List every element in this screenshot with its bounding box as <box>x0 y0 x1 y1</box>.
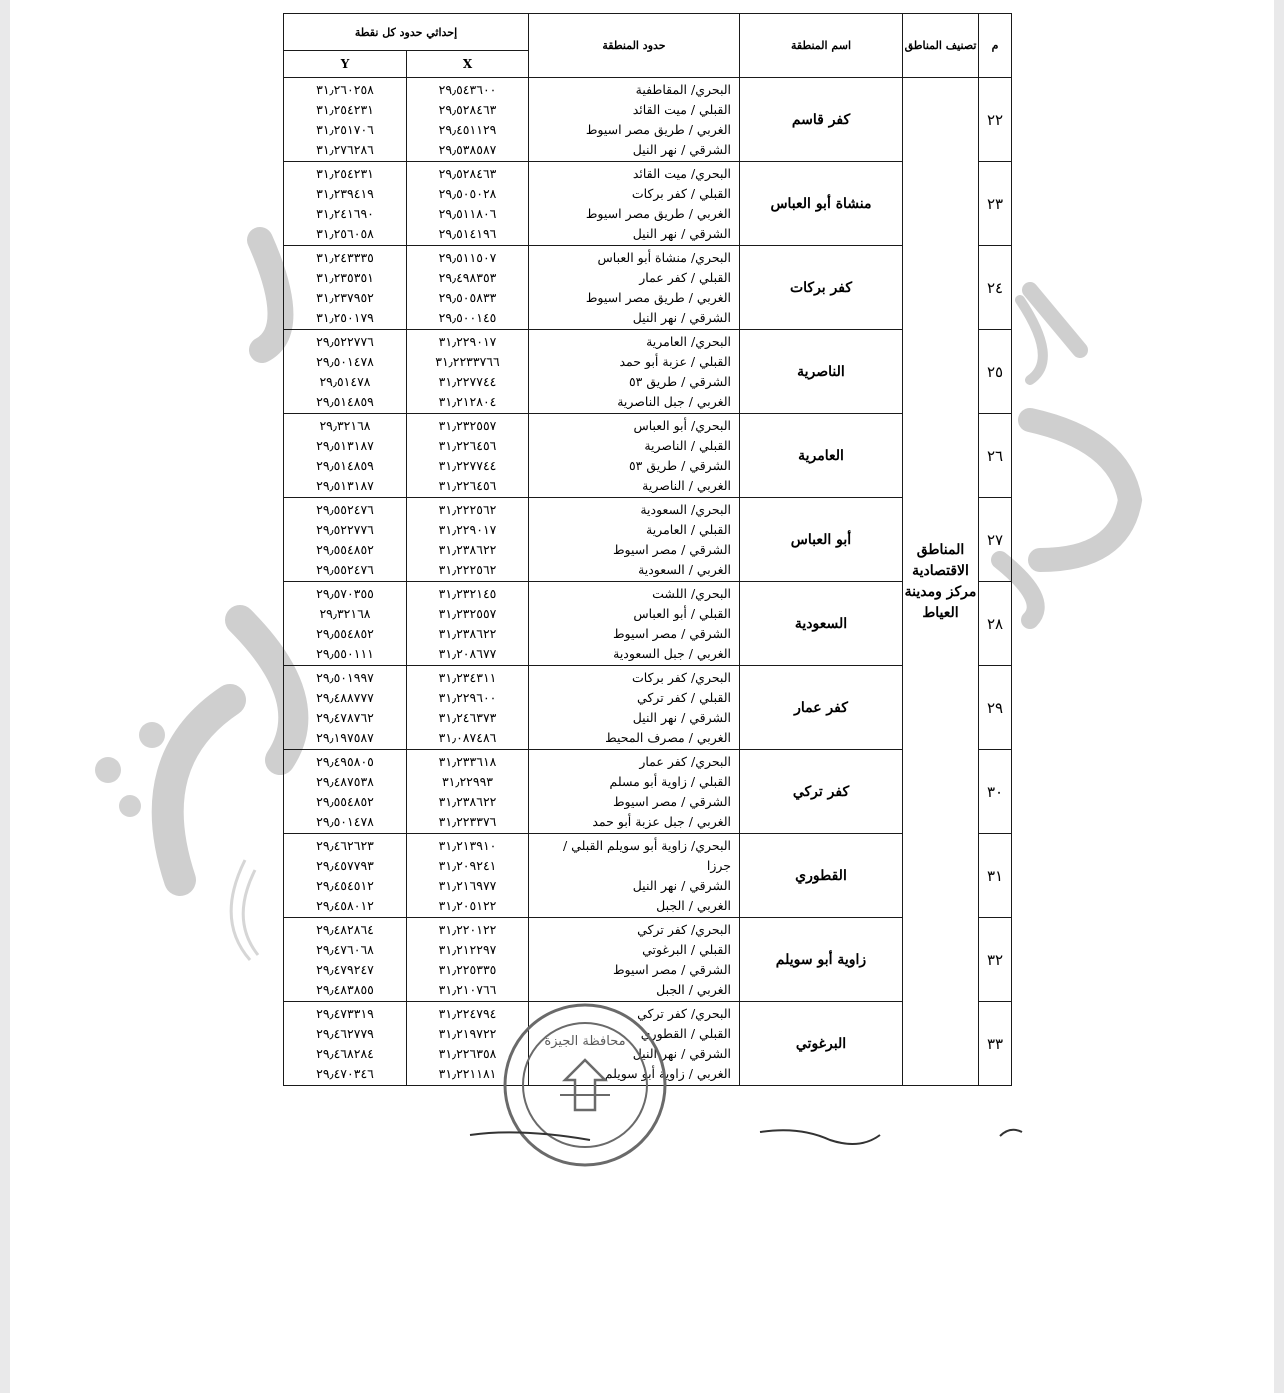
row-number: ٢٤ <box>979 246 1012 330</box>
row-number: ٢٣ <box>979 162 1012 246</box>
row-number: ٣٣ <box>979 1002 1012 1086</box>
coord-x-value: ٣١٫٢٣٢١٤٥ <box>438 585 497 601</box>
header-coordinates: إحداثي حدود كل نقطة <box>284 14 529 51</box>
coord-y-value: ٢٩٫٥٢٢٧٧٦ <box>316 521 374 537</box>
coord-y-value: ٢٩٫٥٥٤٨٥٢ <box>316 793 374 809</box>
coord-y-value: ٢٩٫٥١٤٨٥٩ <box>316 393 374 409</box>
coord-x <box>407 666 529 750</box>
coord-x-value: ٣١٫٢٣٨٦٢٢ <box>438 793 497 809</box>
coord-x <box>407 78 529 162</box>
bound-line: القبلي / الناصرية <box>644 437 731 453</box>
bound-line: الغربي / جبل عزبة أبو حمد <box>592 813 731 829</box>
coord-y-value: ٣١٫٢٥٤٢٣١ <box>316 165 374 181</box>
bound-line: القبلي / زاوية أبو مسلم <box>609 773 731 789</box>
zone-bounds <box>529 666 740 750</box>
table-row <box>284 918 1012 1002</box>
bound-line: الشرقي / طريق ٥٣ <box>628 373 731 389</box>
zone-bounds <box>529 246 740 330</box>
zone-bounds <box>529 750 740 834</box>
coord-x-value: ٣١٫٠٨٧٤٨٦ <box>438 729 497 745</box>
bound-line: الشرقي / طريق ٥٣ <box>628 457 731 473</box>
coord-x-value: ٣١٫٢٢٩٦٠٠ <box>438 689 497 705</box>
coord-y <box>284 750 407 834</box>
coord-x-value: ٣١٫٢٢٢٥٦٢ <box>438 501 497 517</box>
coord-x-value: ٣١٫٢٢٧٧٤٤ <box>438 457 497 473</box>
coord-y-value: ٣١٫٢٤٣٣٣٥ <box>316 249 374 265</box>
coord-x <box>407 498 529 582</box>
coord-x-value: ٣١٫٢٢٦٤٥٦ <box>438 477 497 493</box>
coord-x-value: ٣١٫٢٢٠١٢٢ <box>438 921 497 937</box>
coord-y-value: ٣١٫٢٤١٦٩٠ <box>316 205 374 221</box>
zone-bounds <box>529 582 740 666</box>
bound-line: الغربي / الجبل <box>656 897 731 913</box>
bound-line: البحري/ ميت القائد <box>632 165 731 181</box>
coord-y-value: ٣١٫٢٦٠٢٥٨ <box>316 81 374 97</box>
coord-x <box>407 162 529 246</box>
header-y: Y <box>284 51 407 78</box>
zone-bounds <box>529 78 740 162</box>
bound-line: الغربي / طريق مصر اسيوط <box>585 121 731 137</box>
bound-line: البحري/ المقاطفية <box>635 81 731 97</box>
bound-line: الغربي / الناصرية <box>642 477 731 493</box>
coord-x-value: ٣١٫٢٢٤٧٩٤ <box>438 1005 497 1021</box>
coord-x-value: ٢٩٫٤٩٨٣٥٣ <box>438 269 497 285</box>
bound-line: الغربي / زاوية أبو سويلم <box>604 1065 731 1081</box>
bound-line: البحري/ السعودية <box>640 501 731 517</box>
table-row <box>284 246 1012 330</box>
coord-x-value: ٢٩٫٥٠٥٠٢٨ <box>438 185 497 201</box>
coord-x-value: ٣١٫٢١٢٢٩٧ <box>438 941 497 957</box>
coord-y-value: ٢٩٫٤٦٢٧٧٩ <box>316 1025 374 1041</box>
zone-name: العامرية <box>740 414 903 498</box>
coord-x-value: ٢٩٫٥٢٨٤٦٣ <box>438 101 497 117</box>
coord-x-value: ٣١٫٢٢٥٣٣٥ <box>438 961 497 977</box>
zone-name: السعودية <box>740 582 903 666</box>
bound-line: الغربي / الجبل <box>656 981 731 997</box>
header-zone-name: اسم المنطقة <box>740 14 903 78</box>
coord-y-value: ٣١٫٢٧٦٢٨٦ <box>316 141 374 157</box>
coord-y-value: ٢٩٫٤٧٨٧٦٢ <box>316 709 374 725</box>
bound-line: الشرقي / مصر اسيوط <box>612 793 731 809</box>
table-row <box>284 498 1012 582</box>
bound-line: القبلي / كفر عمار <box>639 269 731 285</box>
coord-x-value: ٣١٫٢٣٣٦١٨ <box>438 753 497 769</box>
bound-line: البحري/ العامرية <box>646 333 731 349</box>
header-x: X <box>407 51 529 78</box>
coord-x-value: ٣١٫٢١٩٧٢٢ <box>438 1025 497 1041</box>
coord-y-value: ٢٩٫٥٥٢٤٧٦ <box>316 501 374 517</box>
coord-x <box>407 834 529 918</box>
coord-x-value: ٢٩٫٥٠٠١٤٥ <box>438 309 497 325</box>
zone-bounds <box>529 330 740 414</box>
coord-y-value: ٣١٫٢٣٥٣٥١ <box>316 269 374 285</box>
zone-name: كفر بركات <box>740 246 903 330</box>
coord-y <box>284 1002 407 1086</box>
zone-bounds <box>529 498 740 582</box>
zone-name: كفر قاسم <box>740 78 903 162</box>
coord-x-value: ٣١٫٢٢٩٩٣ <box>441 773 494 789</box>
zone-bounds <box>529 1002 740 1086</box>
bound-line: الشرقي / نهر النيل <box>632 141 731 157</box>
zone-name: القطوري <box>740 834 903 918</box>
zone-name: منشاة أبو العباس <box>740 162 903 246</box>
coord-y-value: ٢٩٫٥١٤٧٨ <box>319 373 371 389</box>
bound-line: القبلي / القطوري <box>640 1025 731 1041</box>
zone-bounds <box>529 918 740 1002</box>
coord-y-value: ٣١٫٢٥١٧٠٦ <box>316 121 374 137</box>
bound-line: البحري/ كفر بركات <box>631 669 731 685</box>
row-number: ٢٦ <box>979 414 1012 498</box>
coord-x-value: ٣١٫٢٢٦٤٥٦ <box>438 437 497 453</box>
header-zone-bounds: حدود المنطقة <box>529 14 740 78</box>
coord-y <box>284 582 407 666</box>
bound-line: الشرقي / مصر اسيوط <box>612 625 731 641</box>
coord-y-value: ٣١٫٢٥٤٢٣١ <box>316 101 374 117</box>
row-number: ٢٥ <box>979 330 1012 414</box>
coord-y-value: ٢٩٫٤٨٧٥٣٨ <box>316 773 374 789</box>
coord-y-value: ٢٩٫٤٥٧٧٩٣ <box>316 857 374 873</box>
coord-y-value: ٢٩٫٥٥٠١١١ <box>316 645 374 661</box>
coord-x-value: ٣١٫٢٣٢٥٥٧ <box>438 605 497 621</box>
coord-y-value: ٢٩٫٥٥٤٨٥٢ <box>316 541 374 557</box>
coord-y-value: ٢٩٫٤٥٤٥١٢ <box>316 877 374 893</box>
row-number: ٣١ <box>979 834 1012 918</box>
bound-line: الشرقي / نهر النيل <box>632 709 731 725</box>
bound-line: الشرقي / نهر النيل <box>632 309 731 325</box>
coord-x-value: ٣١٫٢٠٥١٢٢ <box>438 897 497 913</box>
coord-x-value: ٣١٫٢٢٦٣٥٨ <box>438 1045 497 1061</box>
coord-x <box>407 414 529 498</box>
bound-line: الشرقي / نهر النيل <box>632 225 731 241</box>
coord-y-value: ٢٩٫٥٠١٤٧٨ <box>316 353 374 369</box>
coord-y <box>284 666 407 750</box>
zone-name: كفر تركي <box>740 750 903 834</box>
bound-line: الشرقي / مصر اسيوط <box>612 541 731 557</box>
table-row <box>284 162 1012 246</box>
coord-y <box>284 918 407 1002</box>
coord-x-value: ٣١٫٢٣٨٦٢٢ <box>438 625 497 641</box>
table-row <box>284 414 1012 498</box>
coord-y-value: ٢٩٫٤٧٩٢٤٧ <box>316 961 374 977</box>
bound-line: القبلي / عزبة أبو حمد <box>619 353 731 369</box>
table-row <box>284 834 1012 918</box>
header-number: م <box>979 14 1012 78</box>
bound-line: القبلي / كفر بركات <box>631 185 731 201</box>
coord-x-value: ٣١٫٢٣٨٦٢٢ <box>438 541 497 557</box>
coord-y-value: ٢٩٫٣٢١٦٨ <box>319 417 371 433</box>
coord-x <box>407 582 529 666</box>
bound-line: الغربي / طريق مصر اسيوط <box>585 205 731 221</box>
bound-line: الغربي / جبل السعودية <box>613 645 731 661</box>
coord-y-value: ٣١٫٢٥٦٠٥٨ <box>316 225 374 241</box>
zone-name: البرغوتي <box>740 1002 903 1086</box>
coord-x-value: ٣١٫٢٢٢٥٦٢ <box>438 561 497 577</box>
coord-x-value: ٣١٫٢٢٣٣٧٦٦ <box>435 353 500 369</box>
coord-y-value: ٢٩٫٤٧٣٣١٩ <box>316 1005 374 1021</box>
row-number: ٣٢ <box>979 918 1012 1002</box>
coord-x <box>407 330 529 414</box>
coord-x-value: ٢٩٫٥١١٨٠٦ <box>438 205 497 221</box>
coord-y <box>284 414 407 498</box>
bound-line: البحري/ اللشت <box>652 585 731 601</box>
bound-line: الغربي / مصرف المحيط <box>605 729 731 745</box>
bound-line: الغربي / جبل الناصرية <box>617 393 731 409</box>
coord-y-value: ٢٩٫٥١٣١٨٧ <box>316 477 374 493</box>
coord-y-value: ٣١٫٢٥٠١٧٩ <box>316 309 374 325</box>
zone-name: كفر عمار <box>740 666 903 750</box>
coord-y <box>284 246 407 330</box>
coord-x-value: ٢٩٫٤٥١١٢٩ <box>438 121 497 137</box>
bound-line: البحري/ كفر تركي <box>637 1005 731 1021</box>
coord-y-value: ٣١٫٢٣٩٤١٩ <box>316 185 374 201</box>
coord-y-value: ٢٩٫٤٦٨٢٨٤ <box>316 1045 374 1061</box>
coord-y-value: ٢٩٫٥٠١٩٩٧ <box>316 669 374 685</box>
bound-line: القبلي / أبو العباس <box>633 605 731 621</box>
zone-name: أبو العباس <box>740 498 903 582</box>
coord-y <box>284 330 407 414</box>
row-number: ٢٢ <box>979 78 1012 162</box>
table-row <box>284 666 1012 750</box>
coord-y-value: ٢٩٫٤٧٠٣٤٦ <box>316 1065 374 1081</box>
zones-table <box>283 13 1012 1086</box>
coord-y-value: ٢٩٫٤٥٨٠١٢ <box>316 897 374 913</box>
coord-x-value: ٣١٫٢٣٤٣١١ <box>438 669 497 685</box>
row-number: ٢٧ <box>979 498 1012 582</box>
bound-line: الغربي / طريق مصر اسيوط <box>585 289 731 305</box>
coord-x <box>407 750 529 834</box>
bound-line: الشرقي / نهر النيل <box>632 1045 731 1061</box>
coord-x-value: ٣١٫٢٠٩٢٤١ <box>438 857 497 873</box>
coord-y-value: ٢٩٫٥١٤٨٥٩ <box>316 457 374 473</box>
coord-y-value: ٢٩٫٥٠١٤٧٨ <box>316 813 374 829</box>
table-row <box>284 582 1012 666</box>
bound-line: البحري/ منشاة أبو العباس <box>597 249 731 265</box>
stamp-text: محافظة الجيزة <box>544 1034 626 1049</box>
coord-y-value: ٢٩٫٥١٣١٨٧ <box>316 437 374 453</box>
coord-x-value: ٢٩٫٥٤٣٦٠٠ <box>438 81 497 97</box>
coord-y-value: ٣١٫٢٣٧٩٥٢ <box>316 289 374 305</box>
coord-x-value: ٣١٫٢١٠٧٦٦ <box>438 981 497 997</box>
classification-cell: المناطق الاقتصادية مركز ومدينة العياط <box>903 78 979 1086</box>
coord-y-value: ٢٩٫٤٨٢٨٦٤ <box>316 921 374 937</box>
coord-y-value: ٢٩٫٥٥٤٨٥٢ <box>316 625 374 641</box>
header-classification: تصنيف المناطق <box>903 14 979 78</box>
coord-x <box>407 246 529 330</box>
row-number: ٢٨ <box>979 582 1012 666</box>
coord-y-value: ٢٩٫٣٢١٦٨ <box>319 605 371 621</box>
coord-y-value: ٢٩٫٤٨٣٨٥٥ <box>316 981 374 997</box>
coord-x-value: ٣١٫٢٢١١٨١ <box>438 1065 497 1081</box>
coord-y-value: ٢٩٫٤٨٨٧٧٧ <box>316 689 374 705</box>
coord-x-value: ٣١٫٢٢٣٣٧٦ <box>438 813 497 829</box>
coord-x-value: ٣١٫٢٢٩٠١٧ <box>438 521 497 537</box>
bound-line: القبلي / ميت القائد <box>632 101 731 117</box>
coord-x-value: ٣١٫٢٤٦٣٧٣ <box>438 709 497 725</box>
coord-y-value: ٢٩٫٥٧٠٣٥٥ <box>316 585 374 601</box>
bound-line: البحري/ زاوية أبو سويلم القبلي / <box>562 837 731 853</box>
coord-x-value: ٢٩٫٥١٤١٩٦ <box>438 225 497 241</box>
coord-x-value: ٢٩٫٥٢٨٤٦٣ <box>438 165 497 181</box>
zone-bounds <box>529 162 740 246</box>
bound-line: القبلي / كفر تركي <box>637 689 731 705</box>
row-number: ٣٠ <box>979 750 1012 834</box>
coord-x-value: ٣١٫٢٢٩٠١٧ <box>438 333 497 349</box>
table-row <box>284 750 1012 834</box>
zone-name: الناصرية <box>740 330 903 414</box>
bound-line: القبلي / البرغوتي <box>642 941 731 957</box>
bound-line: القبلي / العامرية <box>646 521 731 537</box>
coord-x <box>407 918 529 1002</box>
table-row <box>284 1002 1012 1086</box>
zone-bounds <box>529 834 740 918</box>
table-row <box>284 78 1012 162</box>
coord-y <box>284 498 407 582</box>
coord-x-value: ٣١٫٢١٣٩١٠ <box>438 837 497 853</box>
row-number: ٢٩ <box>979 666 1012 750</box>
coord-y <box>284 834 407 918</box>
coord-x-value: ٣١٫٢٣٢٥٥٧ <box>438 417 497 433</box>
bound-line: جرزا <box>706 857 731 873</box>
bound-line: البحري/ كفر عمار <box>639 753 731 769</box>
bound-line: الشرقي / مصر اسيوط <box>612 961 731 977</box>
coord-x-value: ٢٩٫٥١١٥٠٧ <box>438 249 497 265</box>
bound-line: البحري/ كفر تركي <box>637 921 731 937</box>
zone-bounds <box>529 414 740 498</box>
coord-x-value: ٣١٫٢٠٨٦٧٧ <box>438 645 497 661</box>
zone-name: زاوية أبو سويلم <box>740 918 903 1002</box>
coord-y-value: ٢٩٫٤٧٦٠٦٨ <box>316 941 374 957</box>
coord-y <box>284 78 407 162</box>
coord-x-value: ٣١٫٢١٢٨٠٤ <box>438 393 497 409</box>
coord-y-value: ٢٩٫٥٢٢٧٧٦ <box>316 333 374 349</box>
bound-line: الشرقي / نهر النيل <box>632 877 731 893</box>
coord-y-value: ٢٩٫٥٥٢٤٧٦ <box>316 561 374 577</box>
coord-y-value: ٢٩٫٤٩٥٨٠٥ <box>316 753 374 769</box>
coord-y <box>284 162 407 246</box>
bound-line: الغربي / السعودية <box>638 561 731 577</box>
coord-x <box>407 1002 529 1086</box>
coord-y-value: ٢٩٫٤٦٢٦٢٣ <box>316 837 374 853</box>
coord-x-value: ٢٩٫٥٠٥٨٣٣ <box>438 289 497 305</box>
coord-y-value: ٢٩٫١٩٧٥٨٧ <box>316 729 374 745</box>
bound-line: البحري/ أبو العباس <box>633 417 731 433</box>
table-row <box>284 330 1012 414</box>
coord-x-value: ٣١٫٢٢٧٧٤٤ <box>438 373 497 389</box>
coord-x-value: ٢٩٫٥٣٨٥٨٧ <box>438 141 497 157</box>
coord-x-value: ٣١٫٢١٦٩٧٧ <box>438 877 497 893</box>
